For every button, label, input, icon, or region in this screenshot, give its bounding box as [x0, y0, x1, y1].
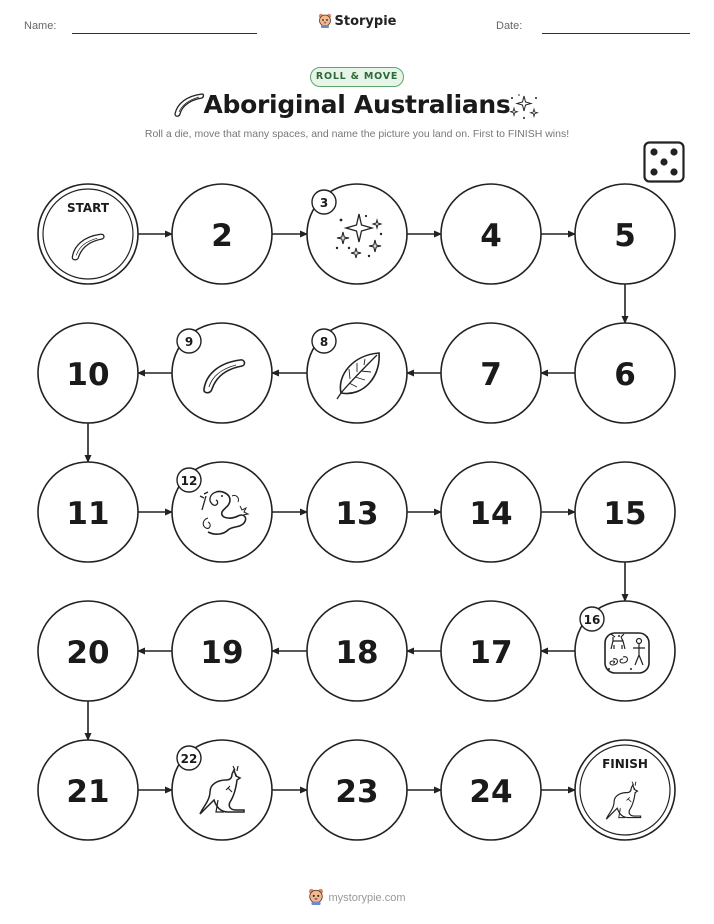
- board-space-9: [172, 323, 272, 423]
- space-number-badge: 3: [319, 196, 329, 210]
- board-space-10: [38, 323, 138, 423]
- space-number: 13: [335, 496, 379, 532]
- space-number: 23: [335, 774, 379, 810]
- space-number-badge: 12: [180, 474, 198, 488]
- space-number-badge: 8: [319, 335, 329, 349]
- finish-space: [575, 740, 675, 840]
- space-number: 11: [66, 496, 110, 532]
- space-number: 21: [66, 774, 110, 810]
- board-space-8: [307, 323, 407, 423]
- board-space-7: [441, 323, 541, 423]
- activity-badge: ROLL & MOVE: [310, 67, 404, 87]
- board-space-22: [172, 740, 272, 840]
- footer-url: mystorypie.com: [328, 892, 406, 904]
- space-number: 24: [469, 774, 513, 810]
- space-number: 20: [66, 635, 110, 671]
- space-number: 4: [480, 218, 502, 254]
- board-space-21: [38, 740, 138, 840]
- space-number: 14: [469, 496, 513, 532]
- date-label: Date:: [496, 20, 523, 32]
- board-space-16: [575, 601, 675, 701]
- space-number: 10: [66, 357, 110, 393]
- board-space-12: [172, 462, 272, 562]
- board-space-14: [441, 462, 541, 562]
- start-space: [38, 184, 138, 284]
- board-space-4: [441, 184, 541, 284]
- space-number: 18: [335, 635, 379, 671]
- space-number-badge: 16: [583, 613, 601, 627]
- page-title: Aboriginal Australians: [203, 90, 511, 119]
- board-space-6: [575, 323, 675, 423]
- board-space-17: [441, 601, 541, 701]
- brand-name: Storypie: [334, 14, 397, 29]
- board-space-15: [575, 462, 675, 562]
- space-number: 6: [614, 357, 636, 393]
- board-space-5: [575, 184, 675, 284]
- space-number-badge: 22: [180, 752, 198, 766]
- finish-label: FINISH: [602, 757, 648, 771]
- board-space-23: [307, 740, 407, 840]
- space-number: 7: [480, 357, 502, 393]
- instructions: Roll a die, move that many spaces, and name the picture you land on. First to FINISH wins!: [144, 128, 570, 140]
- rock-art-icon: [605, 633, 649, 673]
- space-number: 2: [211, 218, 233, 254]
- board-space-13: [307, 462, 407, 562]
- name-label: Name:: [24, 20, 57, 32]
- start-label: START: [66, 201, 110, 215]
- space-number: 15: [603, 496, 647, 532]
- space-number-badge: 9: [184, 335, 194, 349]
- board-space-19: [172, 601, 272, 701]
- board-space-24: [441, 740, 541, 840]
- storypie-footer-logo-icon: [308, 888, 324, 908]
- board-space-2: [172, 184, 272, 284]
- space-number: 17: [469, 635, 513, 671]
- space-number: 19: [200, 635, 244, 671]
- board-space-11: [38, 462, 138, 562]
- board-space-20: [38, 601, 138, 701]
- board-space-3: [307, 184, 407, 284]
- footer: [0, 888, 714, 908]
- space-number: 5: [614, 218, 636, 254]
- board-space-18: [307, 601, 407, 701]
